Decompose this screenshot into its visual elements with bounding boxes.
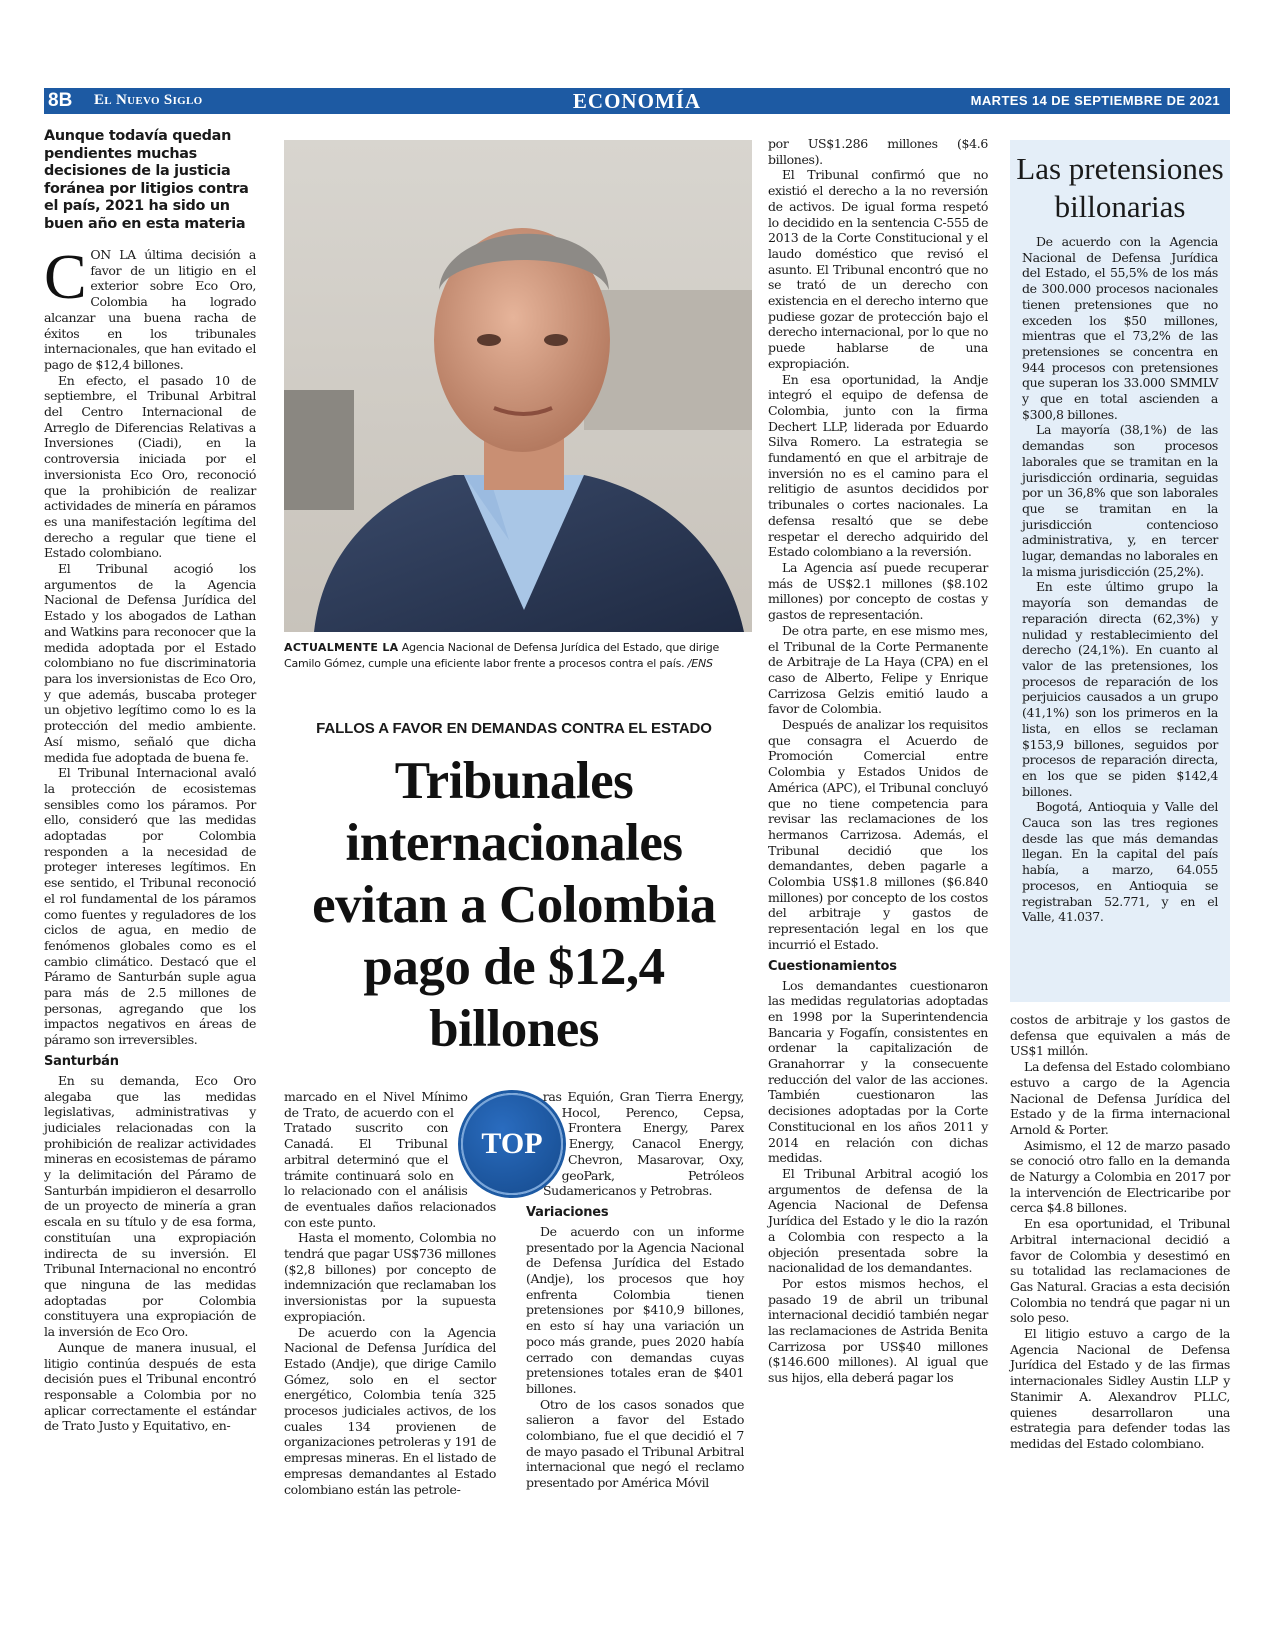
sidebar-title: Las pretensiones billonarias <box>1016 151 1224 224</box>
article-deck: Aunque todavía quedan pendientes muchas decisiones de la justicia foránea por litigios contra el país, 2021 ha sido un buen año en esta materia <box>44 128 249 232</box>
page-number: 8B <box>48 90 73 111</box>
drop-cap: C <box>44 241 87 312</box>
article-paragraph: marcado en el Nivel Mínimo de Trato, de acuerdo con el Tratado suscrito con Canadá. El Tribunal arbitral determinó que el trámite continuará solo en lo relacionado con el análisis de eventuales daños relacionados con este punto. <box>284 1089 496 1230</box>
photo-image <box>284 140 752 632</box>
lead-in: ON LA <box>90 247 136 262</box>
subheading: Cuestionamientos <box>768 958 897 974</box>
article-paragraph: Otro de los casos sonados que salieron a favor del Estado colombiano, fue el que decidió el 7 de mayo pasado el Tribunal Arbitral internacional que negó el reclamo presentado por América Móvil <box>526 1396 744 1491</box>
article-paragraph: El Tribunal Arbitral acogió los argumentos de defensa de la Agencia Nacional de Defensa Jurídica del Estado y le dio la razón a Colombia con respecto a la objeción presentada sobre la nacionalidad de los demandantes. <box>768 1166 988 1276</box>
article-paragraph: En efecto, el pasado 10 de septiembre, el Tribunal Arbitral del Centro Internacional de Arreglo de Diferencias Relativas a Inversiones (Ciadi), en la controversia iniciada por el inversionista Eco Oro, reconoció que la prohibición de realizar actividades de minería en páramos es una manifestación legítima del derecho a regular que tiene el Estado colombiano. <box>44 372 256 561</box>
sidebar-paragraph: La mayoría (38,1%) de las demandas son procesos laborales que se tramitan en la jurisdicción ordinaria, seguidas por un 36,8% que son laborales que se tramitan en la jurisdicción contencioso administrativa, y, en tercer lugar, demandas no laborales en la misma jurisdicción (25,2%). <box>1022 422 1218 579</box>
subheading: Variaciones <box>526 1204 609 1220</box>
article-paragraph: Después de analizar los requisitos que consagra el Acuerdo de Promoción Comercial entre Colombia y Estados Unidos de América (APC), el Tribunal concluyó que no tiene competencia para revisar las reclamaciones de los hermanos Carrizosa. Además, el Tribunal decidió que los demandantes, deben pagarle a Colombia US$1.8 millones ($6.840 millones) por concepto de los costos del arbitraje y gastos de representación legal en los que incurrió el Estado. <box>768 717 988 952</box>
article-paragraph: costos de arbitraje y los gastos de defensa que equivalen a más de US$1 millón. <box>1010 1012 1230 1059</box>
section-title: ECONOMÍA <box>572 89 702 113</box>
article-paragraph: De acuerdo con la Agencia Nacional de Defensa Jurídica del Estado (Andje), que dirige Camilo Gómez, solo en el sector energético, Colombia tenía 325 procesos judiciales activos, de los cuales 134 provienen de organizaciones petroleras y 191 de empresas mineras. En el listado de empresas demandantes al Estado colombiano están las petrole- <box>284 1324 496 1497</box>
sidebar-box <box>1010 140 1230 1002</box>
article-paragraph: En su demanda, Eco Oro alegaba que las medidas legislativas, administrativas y judiciales relacionadas con la prohibición de realizar actividades mineras en ecosistemas de páramo y la delimitación del Páramo de Santurbán impidieron el desarrollo de un proyecto de minería a gran escala en su título y de esa forma, constituían una expropiación indirecta de su inversión. El Tribunal Internacional no encontró que ninguna de las medidas adoptadas por Colombia constituyera una expropiación de la inversión de Eco Oro. <box>44 1072 256 1340</box>
column-3 <box>526 1089 744 1491</box>
article-paragraph: ras Equión, Gran Tierra Energy, Hocol, Perenco, Cepsa, Frontera Energy, Parex Energy, Canacol Energy, Chevron, Masarovar, Oxy, geoPark, Petróleos Sudamericanos y Petrobras. <box>542 1089 744 1199</box>
sidebar-paragraph: De acuerdo con la Agencia Nacional de Defensa Jurídica del Estado, el 55,5% de los más de 300.000 procesos nacionales tienen pretensiones que no exceden los $50 millones, mientras que el 73,2% de las pretensiones se concentra en 944 procesos con pretensiones que superan los 33.000 SMMLV y que en total ascienden a $300,8 billones. <box>1022 234 1218 422</box>
sidebar-paragraph: Bogotá, Antioquia y Valle del Cauca son las tres regiones desde las que más demandas llegan. En la capital del país había, a marzo, 64.055 procesos, en Antioquia se registraban 52.771, y en el Valle, 41.037. <box>1022 799 1218 925</box>
article-paragraph: De acuerdo con un informe presentado por la Agencia Nacional de Defensa Jurídica del Estado (Andje), los procesos que hoy enfrenta Colombia tienen pretensiones por $410,9 billones, en esto sí hay una variación un poco más grande, pues 2020 había cerrado con demandas cuyas pretensiones totales eran de $401 billones. <box>526 1223 744 1396</box>
article-paragraph: En esa oportunidad, el Tribunal Arbitral internacional decidió a favor de Colombia y desestimó en su totalidad las reclamaciones de Gas Natural. Gracias a esta decisión Colombia no tendrá que pagar ni un solo peso. <box>1010 1216 1230 1326</box>
article-paragraph: El Tribunal confirmó que no existió el derecho a la no reversión de activos. De igual forma respetó lo decidido en la sentencia C-555 de 2013 de la Corte Constitucional y el laudo doméstico que revisó el asunto. El Tribunal encontró que no se trató de un derecho con existencia en el derecho interno que pudiese gozar de protección bajo el derecho internacional, por lo que no puede hablarse de una expropiación. <box>768 167 988 371</box>
sidebar-paragraph: En este último grupo la mayoría son demandas de reparación directa (62,3%) y nulidad y restablecimiento del derecho (24,1%). En cuanto al valor de las pretensiones, los procesos de reparación de los perjuicios causados a un grupo (41,1%) son los primeros en la lista, en ellos se reclaman $153,9 billones, seguidos por procesos de reparación directa, en los que se piden $142,4 billones. <box>1022 579 1218 799</box>
article-paragraph: CON LA última decisión a favor de un litigio en el exterior sobre Eco Oro, Colombia ha logrado alcanzar una buena racha de éxitos en los tribunales internacionales, que han evitado el pago de $12,4 billones. <box>44 241 256 372</box>
article-paragraph: El litigio estuvo a cargo de la Agencia Nacional de Defensa Jurídica del Estado y de las firmas internacionales Sidley Austin LLP y Stanimir A. Alexandrov PLLC, quienes desarrollaron una estrategia para defender todas las medidas del Estado colombiano. <box>1010 1326 1230 1451</box>
column-1 <box>44 128 256 1434</box>
article-paragraph: Asimismo, el 12 de marzo pasado se conoció otro fallo en la demanda de Naturgy a Colombia en 2017 por la intervención de Electricaribe por cerca $4.8 billones. <box>1010 1137 1230 1216</box>
column-4 <box>768 136 988 1386</box>
issue-date: MARTES 14 DE SEPTIEMBRE DE 2021 <box>970 93 1220 108</box>
article-paragraph: De otra parte, en ese mismo mes, el Tribunal de la Corte Permanente de Arbitraje de La Haya (CPA) en el caso de Alberto, Felipe y Enrique Carrizosa Gelzis emitió laudo a favor de Colombia. <box>768 622 988 717</box>
main-headline: Tribunales internacionales evitan a Colombia pago de $12,4 billones <box>312 752 716 1058</box>
sidebar-body <box>1010 234 1230 925</box>
article-paragraph: El Tribunal Internacional avaló la protección de ecosistemas sensibles como los páramos. Por ello, consideró que las medidas adoptadas por Colombia responden a la necesidad de proteger intereses legítimos. En ese sentido, el Tribunal reconoció el rol fundamental de los páramos como fuentes y reguladores de los ciclos de agua, en medio de fenómenos globales como es el cambio climático. Destacó que el Páramo de Santurbán suple agua para más de 2.5 millones de personas, agregando que los impactos negativos en áreas de páramo son irreversibles. <box>44 765 256 1048</box>
top-badge: TOP <box>461 1093 563 1195</box>
caption-lead: ACTUALMENTE LA <box>284 641 399 654</box>
subheading: Santurbán <box>44 1053 119 1069</box>
article-paragraph: Por estos mismos hechos, el pasado 19 de abril un tribunal internacional decidió también negar las reclamaciones de Astrida Benita Carrizosa por US$40 millones ($146.600 millones). Al igual que sus hijos, ella deberá pagar los <box>768 1275 988 1386</box>
newspaper-name: El Nuevo Siglo <box>94 92 203 108</box>
article-paragraph: Aunque de manera inusual, el litigio continúa después de esta decisión pues el Tribunal encontró responsable a Colombia por no aplicar correctamente el estándar de Trato Justo y Equitativo, en- <box>44 1339 256 1434</box>
portrait-photo <box>284 140 752 632</box>
article-paragraph: En esa oportunidad, la Andje integró el equipo de defensa de Colombia, junto con la firma Dechert LLP, liderada por Eduardo Silva Romero. La estrategia se fundamentó en que el arbitraje de inversión no es el camino para el relitigio de asuntos decididos por tribunales o cortes nacionales. La defensa resaltó que se debe respetar el derecho adquirido del Estado colombiano a la reversión. <box>768 371 988 560</box>
section-header-bar <box>44 88 1230 114</box>
photo-caption <box>284 640 744 672</box>
article-paragraph: Hasta el momento, Colombia no tendrá que pagar US$736 millones ($2,8 billones) por concepto de indemnización que reclamaban los inversionistas por la supuesta expropiación. <box>284 1230 496 1324</box>
article-paragraph: por US$1.286 millones ($4.6 billones). <box>768 136 988 167</box>
column-2 <box>284 1089 496 1497</box>
article-paragraph: Los demandantes cuestionaron las medidas regulatorias adoptadas en 1998 por la Superintendencia Bancaria y Fogafín, consistentes en ordenar la capitalización de Granahorrar y la consecuente reducción del valor de las acciones. También cuestionaron las decisiones adoptadas por la Corte Constitucional en los años 2011 y 2014 en relación con dichas medidas. <box>768 977 988 1166</box>
article-paragraph: La defensa del Estado colombiano estuvo a cargo de la Agencia Nacional de Defensa Jurídica del Estado y de la firma internacional Arnold & Porter. <box>1010 1059 1230 1137</box>
photo-credit: /ENS <box>687 657 713 670</box>
article-paragraph: El Tribunal acogió los argumentos de la Agencia Nacional de Defensa Jurídica del Estado y los abogados de Lathan and Watkins para reconocer que la medida adoptada por el Estado colombiano no fue discriminatoria para los inversionistas de Eco Oro, y que además, buscaba proteger un objetivo legítimo como lo es la protección del medio ambiente. Así mismo, señaló que dicha medida fue adoptada de buena fe. <box>44 561 256 765</box>
headline-kicker: FALLOS A FAVOR EN DEMANDAS CONTRA EL ESTADO <box>316 720 712 737</box>
article-paragraph: La Agencia así puede recuperar más de US$2.1 millones ($8.102 millones) por concepto de costas y gastos de representación. <box>768 559 988 623</box>
caption-text: Agencia Nacional de Defensa Jurídica del Estado, que dirige Camilo Gómez, cumple una eficiente labor frente a procesos contra el país. <box>284 641 720 670</box>
column-5 <box>1010 1012 1230 1452</box>
